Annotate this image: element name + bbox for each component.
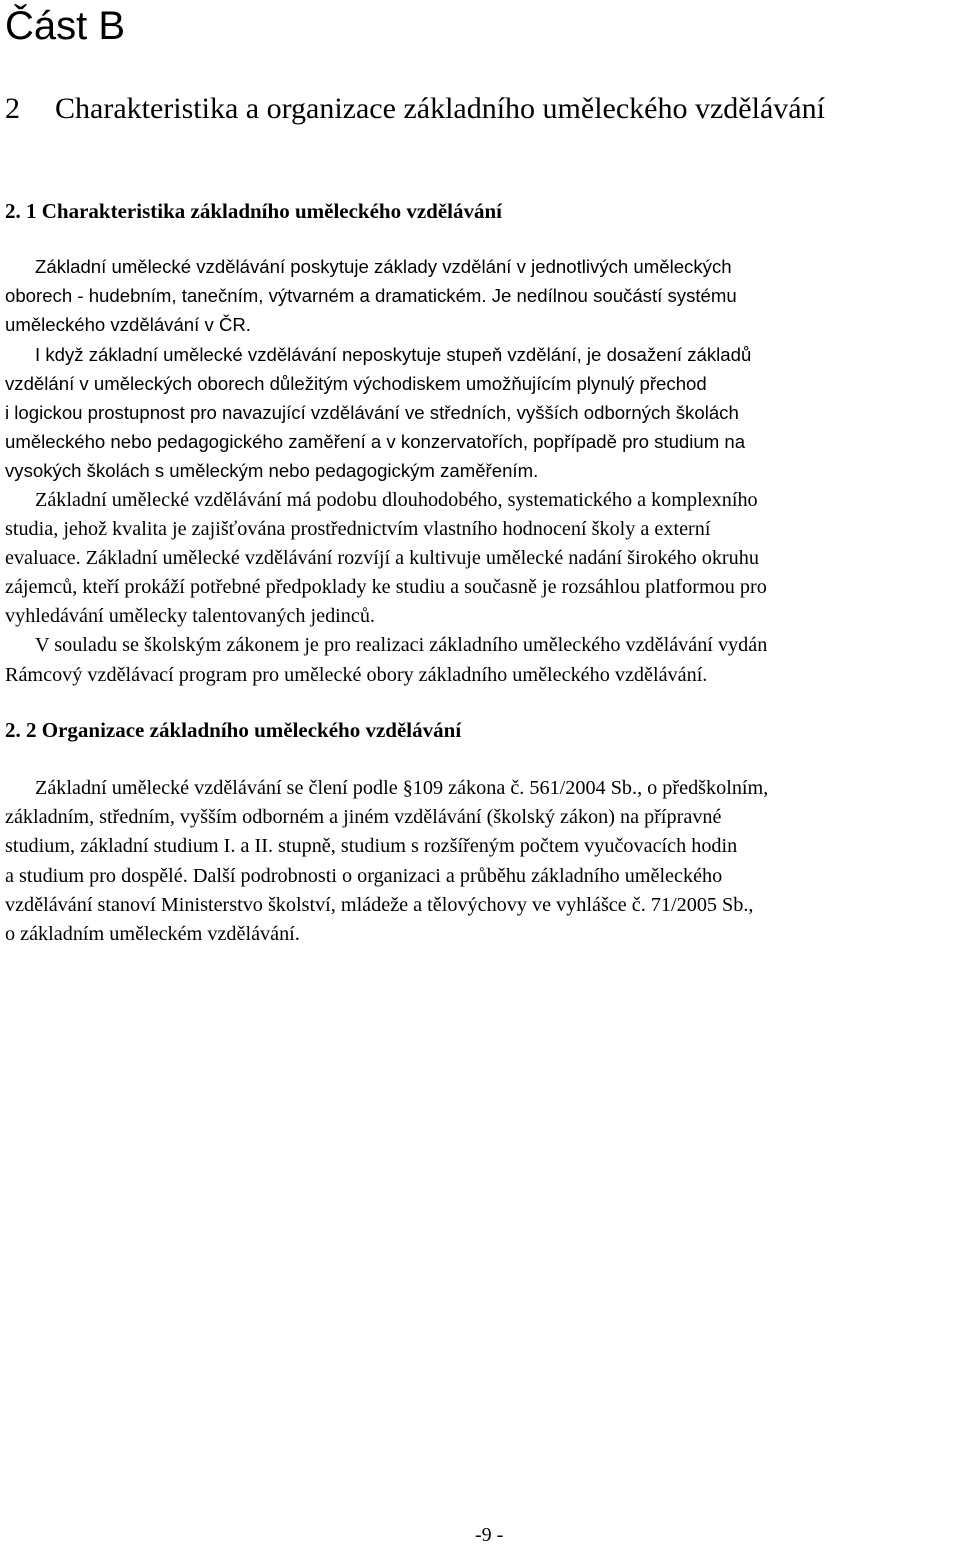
text-line: vysokých školách s uměleckým nebo pedagogickým zaměřením. bbox=[5, 460, 539, 482]
chapter-number: 2 bbox=[5, 92, 20, 125]
text-line: vyhledávání umělecky talentovaných jedinců. bbox=[5, 605, 375, 628]
text-line: Rámcový vzdělávací program pro umělecké obory základního uměleckého vzdělávání. bbox=[5, 663, 708, 686]
section-2-heading: 2. 2 Organizace základního uměleckého vzdělávání bbox=[5, 718, 462, 742]
text-line: vzdělání v uměleckých oborech důležitým východiskem umožňujícím plynulý přechod bbox=[5, 372, 707, 394]
text-line: i logickou prostupnost pro navazující vzdělávání ve středních, vyšších odborných školách bbox=[5, 401, 739, 423]
chapter-title: Charakteristika a organizace základního uměleckého vzdělávání bbox=[55, 92, 825, 125]
text-line: evaluace. Základní umělecké vzdělávání rozvíjí a kultivuje umělecké nadání širokého okruhu bbox=[5, 546, 759, 569]
text-line: V souladu se školským zákonem je pro realizaci základního uměleckého vzdělávání vydán bbox=[35, 634, 768, 657]
text-line: Základní umělecké vzdělávání má podobu dlouhodobého, systematického a komplexního bbox=[35, 488, 758, 511]
part-title: Část B bbox=[5, 4, 126, 48]
chapter-heading bbox=[5, 90, 905, 128]
text-line: I když základní umělecké vzdělávání neposkytuje stupeň vzdělání, je dosažení základů bbox=[35, 343, 752, 365]
text-line: studia, jehož kvalita je zajišťována prostřednictvím vlastního hodnocení školy a externí bbox=[5, 517, 711, 540]
text-line: uměleckého nebo pedagogického zaměření a v konzervatořích, popřípadě pro studium na bbox=[5, 431, 746, 453]
text-line: zájemců, kteří prokáží potřebné předpoklady ke studiu a současně je rozsáhlou platformou pro bbox=[5, 576, 767, 599]
text-line: Základní umělecké vzdělávání se člení podle §109 zákona č. 561/2004 Sb., o předškolním, bbox=[35, 777, 769, 799]
text-line: oborech - hudebním, tanečním, výtvarném a dramatickém. Je nedílnou součástí systému bbox=[5, 285, 737, 307]
text-line: studium, základní studium I. a II. stupně, studium s rozšířeným počtem vyučovacích hodin bbox=[5, 835, 738, 858]
text-line: a studium pro dospělé. Další podrobnosti o organizaci a průběhu základního uměleckého bbox=[5, 864, 723, 887]
text-line: o základním uměleckém vzdělávání. bbox=[5, 922, 300, 945]
text-line: uměleckého vzdělávání v ČR. bbox=[5, 314, 251, 336]
page-number: -9 - bbox=[475, 1524, 504, 1546]
text-line: Základní umělecké vzdělávání poskytuje základy vzdělání v jednotlivých uměleckých bbox=[35, 256, 732, 277]
section-1-heading: 2. 1 Charakteristika základního uměleckého vzdělávání bbox=[5, 199, 503, 223]
section-1-body bbox=[5, 252, 960, 690]
section-2-body bbox=[5, 774, 960, 949]
text-line: vzdělávání stanoví Ministerstvo školství, mládeže a tělovýchovy ve vyhlášce č. 71/2005 Sb., bbox=[5, 893, 754, 916]
text-line: základním, středním, vyšším odborném a jiném vzdělávání (školský zákon) na přípravné bbox=[5, 806, 722, 829]
